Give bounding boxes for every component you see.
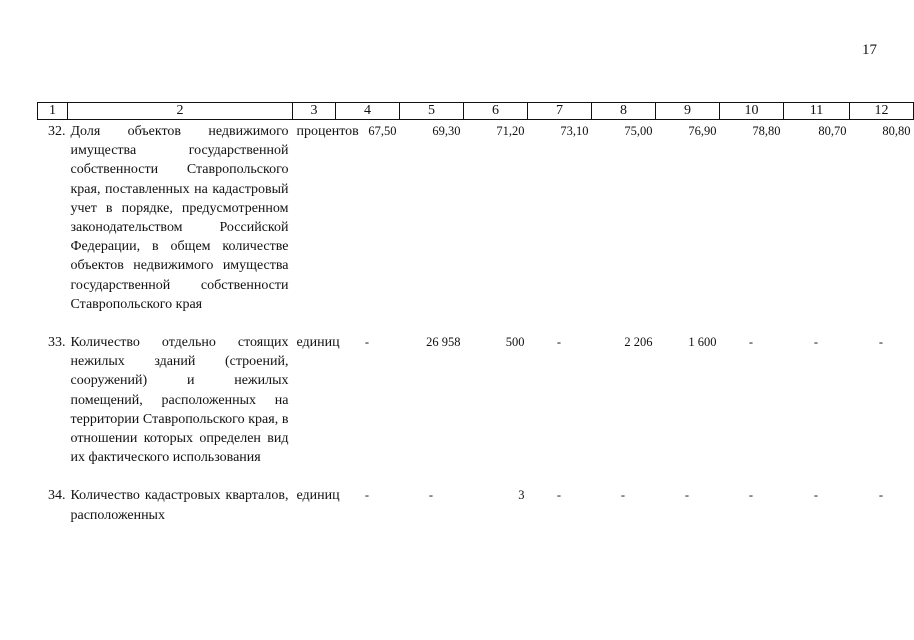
value-cell: - xyxy=(878,335,884,350)
indicator-name: Доля объектов недвижимого имущества государственной собственности Ставропольского края, поставленных на кадастровый учет в порядке, предусмотренном законодательством Российской Федерации, в общем количестве объектов недвижимого имущества государственной собственности Ставропольского края xyxy=(70,124,289,312)
header-cell: 12 xyxy=(850,103,914,120)
value-cell: - xyxy=(620,488,626,503)
header-cell: 8 xyxy=(592,103,656,120)
value-cell: 80,80 xyxy=(882,124,911,138)
table-row xyxy=(38,120,914,315)
page-number: 17 xyxy=(862,42,877,58)
header-cell: 5 xyxy=(400,103,464,120)
header-cell: 11 xyxy=(784,103,850,120)
value-cell: - xyxy=(748,488,754,503)
value-cell: - xyxy=(878,488,884,503)
unit-cell: процентов xyxy=(296,124,359,139)
header-cell: 2 xyxy=(68,103,293,120)
value-cell: 500 xyxy=(505,335,525,350)
value-cell: - xyxy=(364,488,370,503)
row-index: 32. xyxy=(48,124,66,139)
value-cell: 2 206 xyxy=(624,335,653,350)
value-cell: 26 958 xyxy=(426,335,461,350)
table-row xyxy=(38,331,914,467)
value-cell: - xyxy=(428,488,434,503)
value-cell: 80,70 xyxy=(818,124,847,138)
value-cell: 67,50 xyxy=(368,124,397,138)
header-cell: 7 xyxy=(528,103,592,120)
indicator-name: Количество кадастровых кварталов, расположенных xyxy=(70,488,289,523)
header-cell: 6 xyxy=(464,103,528,120)
value-cell: 78,80 xyxy=(752,124,781,138)
value-cell: - xyxy=(813,335,819,350)
value-cell: 69,30 xyxy=(432,124,461,138)
header-cell: 1 xyxy=(38,103,68,120)
value-cell: 1 600 xyxy=(688,335,717,350)
value-cell: 3 xyxy=(518,488,525,503)
row-index: 33. xyxy=(48,335,66,351)
indicators-table xyxy=(37,102,914,525)
value-cell: 76,90 xyxy=(688,124,717,138)
header-cell: 9 xyxy=(656,103,720,120)
value-cell: 71,20 xyxy=(496,124,525,138)
unit-cell: единиц xyxy=(296,488,340,504)
row-index: 34. xyxy=(48,488,66,504)
value-cell: - xyxy=(813,488,819,503)
value-cell: - xyxy=(684,488,690,503)
table-row xyxy=(38,484,914,524)
value-cell: - xyxy=(556,335,562,350)
unit-cell: единиц xyxy=(296,335,340,351)
header-cell: 10 xyxy=(720,103,784,120)
header-cell: 3 xyxy=(293,103,336,120)
value-cell: - xyxy=(748,335,754,350)
table-header-row xyxy=(38,103,914,120)
value-cell: - xyxy=(556,488,562,503)
value-cell: - xyxy=(364,335,370,350)
value-cell: 73,10 xyxy=(560,124,589,138)
indicator-name: Количество отдельно стоящих нежилых зданий (строений, сооружений) и нежилых помещений, расположенных на территории Ставропольского края, в отношении которых определен вид их фактического использования xyxy=(70,335,289,466)
value-cell: 75,00 xyxy=(624,124,653,138)
header-cell: 4 xyxy=(336,103,400,120)
